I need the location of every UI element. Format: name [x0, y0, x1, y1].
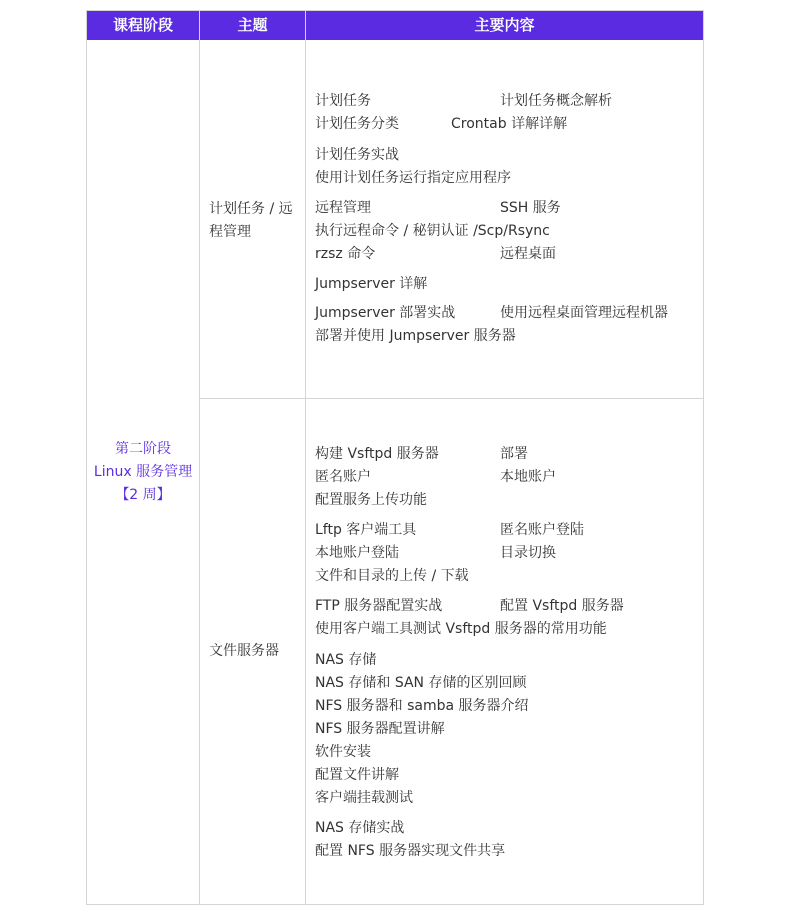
header-stage: 课程阶段: [112, 16, 173, 34]
column-divider-1: [199, 11, 200, 904]
content-item: FTP 服务器配置实战: [315, 598, 443, 614]
content-item: 本地账户登陆: [315, 545, 399, 561]
content-item: Lftp 客户端工具: [315, 522, 417, 538]
content-item: 计划任务: [315, 93, 371, 109]
content-item: 匿名账户登陆: [500, 522, 584, 538]
stage-title: 第二阶段: [115, 441, 171, 457]
content-item: 匿名账户: [315, 469, 371, 485]
content-item: 远程管理: [315, 200, 371, 216]
content-item: 执行远程命令 / 秘钥认证 /Scp/Rsync: [315, 223, 550, 239]
content-item: Jumpserver 详解: [315, 276, 428, 292]
content-item: 本地账户: [500, 469, 556, 485]
content-item: rzsz 命令: [315, 246, 376, 262]
header-topic: 主题: [237, 16, 268, 34]
content-item: 计划任务实战: [315, 147, 399, 163]
content-item: NAS 存储: [315, 652, 377, 668]
content-item: 软件安装: [315, 744, 371, 760]
content-item: 文件和目录的上传 / 下载: [315, 568, 469, 584]
stage-duration: 【2 周】: [115, 487, 171, 503]
column-divider-2: [305, 11, 306, 904]
course-table: [86, 10, 704, 905]
content-item: 构建 Vsftpd 服务器: [315, 446, 439, 462]
content-item: 部署: [500, 446, 528, 462]
content-item: 使用客户端工具测试 Vsftpd 服务器的常用功能: [315, 621, 607, 637]
topic-1-content: [315, 90, 695, 370]
row-divider: [200, 398, 703, 399]
content-item: NFS 服务器配置讲解: [315, 721, 445, 737]
topic-title-line: 程管理: [209, 224, 251, 240]
content-item: 配置文件讲解: [315, 767, 399, 783]
content-item: 配置 NFS 服务器实现文件共享: [315, 843, 506, 859]
content-item: NAS 存储和 SAN 存储的区别回顾: [315, 675, 527, 691]
topic-file-server: [209, 640, 301, 663]
content-item: Crontab 详解详解: [451, 116, 568, 132]
header-content: 主要内容: [474, 16, 535, 34]
content-item: 远程桌面: [500, 246, 556, 262]
content-item: 客户端挂载测试: [315, 790, 413, 806]
topic-2-content: [315, 443, 695, 883]
content-item: 部署并使用 Jumpserver 服务器: [315, 328, 516, 344]
topic-title-line: 文件服务器: [209, 643, 279, 659]
content-item: 使用计划任务运行指定应用程序: [315, 170, 511, 186]
content-item: SSH 服务: [500, 200, 561, 216]
content-item: Jumpserver 部署实战: [315, 305, 456, 321]
topic-scheduled-remote: [209, 198, 301, 244]
stage-cell: [87, 438, 199, 507]
content-item: 计划任务分类: [315, 116, 399, 132]
content-item: 计划任务概念解析: [500, 93, 612, 109]
content-item: 使用远程桌面管理远程机器: [500, 305, 668, 321]
content-item: 配置服务上传功能: [315, 492, 427, 508]
topic-title-line: 计划任务 / 远: [209, 201, 293, 217]
table-header: [87, 11, 703, 40]
content-item: 目录切换: [500, 545, 556, 561]
content-item: 配置 Vsftpd 服务器: [500, 598, 624, 614]
content-item: NFS 服务器和 samba 服务器介绍: [315, 698, 529, 714]
content-item: NAS 存储实战: [315, 820, 405, 836]
stage-subject: Linux 服务管理: [93, 464, 193, 480]
